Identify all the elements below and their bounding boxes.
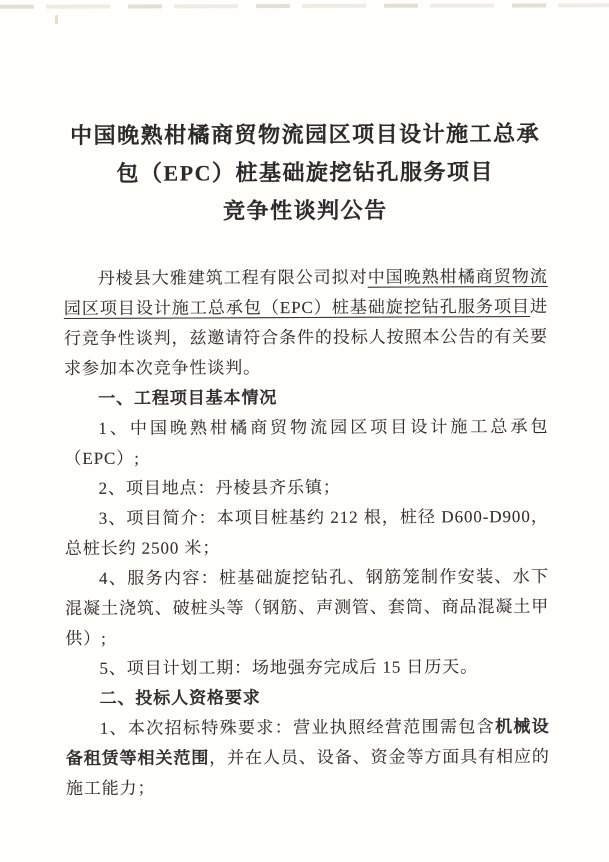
title-line-2: 包（EPC）桩基础旋挖钻孔服务项目	[116, 159, 495, 186]
section1-item-2: 2、项目地点：丹棱县齐乐镇；	[98, 477, 341, 498]
intro-text-post: 进行竞争性谈判，兹邀请符合条件的投标人按照本公告的有关要求参加本次竞争性谈判。	[63, 296, 549, 379]
section1-heading: 一、工程项目基本情况	[98, 388, 278, 408]
section1-item-3: 3、项目简介：本项目桩基约 212 根，桩径 D600-D900，总桩长约 2500 米；	[64, 506, 549, 559]
intro-paragraph	[64, 262, 549, 384]
section1-item-5: 5、项目计划工期：场地强夯完成后 15 日历天。	[99, 657, 479, 678]
section2-item-1	[66, 712, 550, 804]
intro-text-pre: 丹棱县大雅建筑工程有限公司拟对	[97, 267, 368, 288]
section1-item-4: 4、服务内容：桩基础旋挖钻孔、钢筋笼制作安装、水下混凝土浇筑、破桩头等（钢筋、声测管、套筒、商品混凝土甲供）;	[65, 566, 550, 649]
requirement-text-bold: 机械设备租赁等相关范围	[65, 716, 550, 769]
document-body	[64, 262, 550, 804]
title-line-3: 竞争性谈判公告	[223, 197, 388, 224]
underlined-project-name: 中国晚熟柑橘商贸物流园区项目设计施工总承包（EPC）桩基础旋挖钻孔服务项目	[63, 266, 548, 319]
requirement-text-post: ，并在人员、设备、资金等方面具有相应的施工能力；	[65, 746, 550, 799]
section1-item-1: 1、中国晚熟柑橘商贸物流园区项目设计施工总承包（EPC）;	[64, 416, 549, 469]
document-title	[0, 0, 609, 231]
requirement-text-pre: 1、本次招标特殊要求：营业执照经营范围需包含	[99, 717, 496, 738]
section2-heading: 二、投标人资格要求	[99, 688, 261, 708]
title-line-1: 中国晚熟柑橘商贸物流园区项目设计施工总承	[70, 120, 541, 149]
